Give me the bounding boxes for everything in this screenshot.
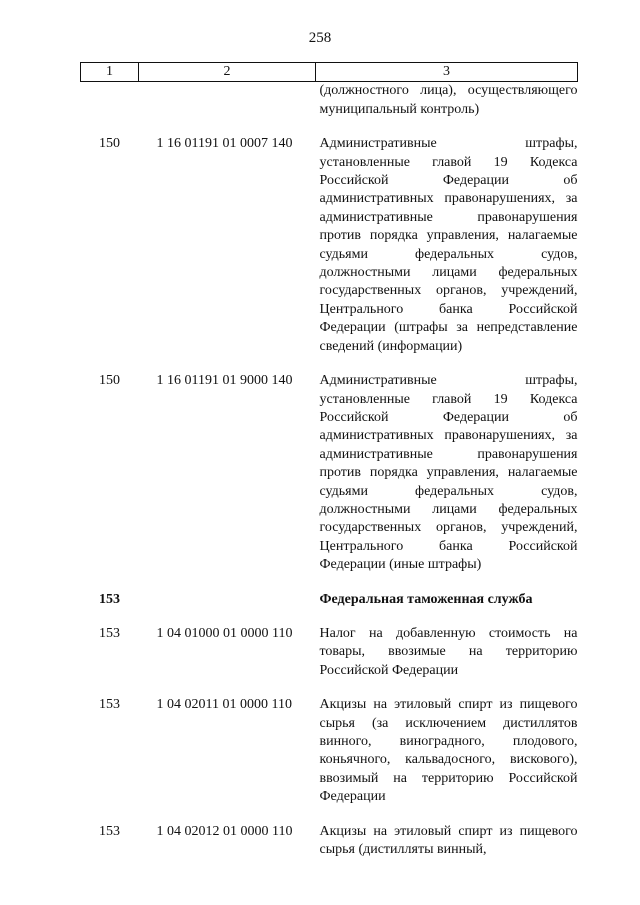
kbk-code: 1 04 02011 01 0000 110 [156, 697, 292, 713]
continuation-text: (должностного лица), осуществляющего муниципальный контроль) [319, 83, 578, 117]
kbk-code: 1 16 01191 01 9000 140 [156, 373, 293, 389]
column-header-admin-code: 1 [81, 63, 139, 82]
section-header-row [81, 591, 578, 625]
revenue-name: Административные штрафы, установленные главой 19 Кодекса Российской Федерации об административных правонарушениях, за административные правонарушения против порядка управления, налагаемые судьями федеральных судов, должностными лицами федеральных государственных органов, учреждений, Центрального банка Российской Федерации (иные штрафы) [319, 373, 578, 573]
kbk-code: 1 04 02012 01 0000 110 [156, 823, 293, 839]
revenue-name: Акцизы на этиловый спирт из пищевого сырья (за исключением дистиллятов винного, виноградного, плодового, коньячного, кальвадосного, вискового), ввозимый на территорию Российской Федерации [319, 697, 578, 805]
continuation-admin-cell [81, 82, 139, 135]
table-row [81, 625, 578, 696]
admin-code: 150 [99, 373, 120, 389]
column-header-kbk-code: 2 [139, 63, 316, 82]
kbk-code [139, 591, 316, 625]
table-row [81, 372, 578, 590]
kbk-code: 1 16 01191 01 0007 140 [156, 136, 293, 152]
continuation-row [81, 82, 578, 135]
continuation-code-cell [139, 82, 316, 135]
admin-code: 150 [99, 136, 120, 152]
admin-code: 153 [99, 591, 120, 607]
table-row [81, 823, 578, 860]
revenue-name: Административные штрафы, установленные главой 19 Кодекса Российской Федерации об административных правонарушениях, за административные правонарушения против порядка управления, налагаемые судьями федеральных судов, должностными лицами федеральных государственных органов, учреждений, Центрального банка Российской Федерации (штрафы за непредставление сведений (информации) [319, 136, 578, 354]
table-row [81, 135, 578, 372]
table-row [81, 696, 578, 822]
kbk-code: 1 04 01000 01 0000 110 [156, 625, 293, 641]
table-header-row [81, 63, 578, 82]
revenue-name: Налог на добавленную стоимость на товары, ввозимые на территорию Российской Федерации [319, 625, 578, 678]
admin-code: 153 [99, 697, 120, 713]
revenue-name: Акцизы на этиловый спирт из пищевого сырья (дистилляты винный, [319, 823, 578, 858]
column-header-name: 3 [316, 63, 578, 82]
budget-codes-table [80, 62, 578, 859]
page-number: 258 [308, 30, 332, 46]
section-title: Федеральная таможенная служба [319, 591, 533, 607]
admin-code: 153 [99, 625, 120, 641]
admin-code: 153 [99, 823, 120, 839]
